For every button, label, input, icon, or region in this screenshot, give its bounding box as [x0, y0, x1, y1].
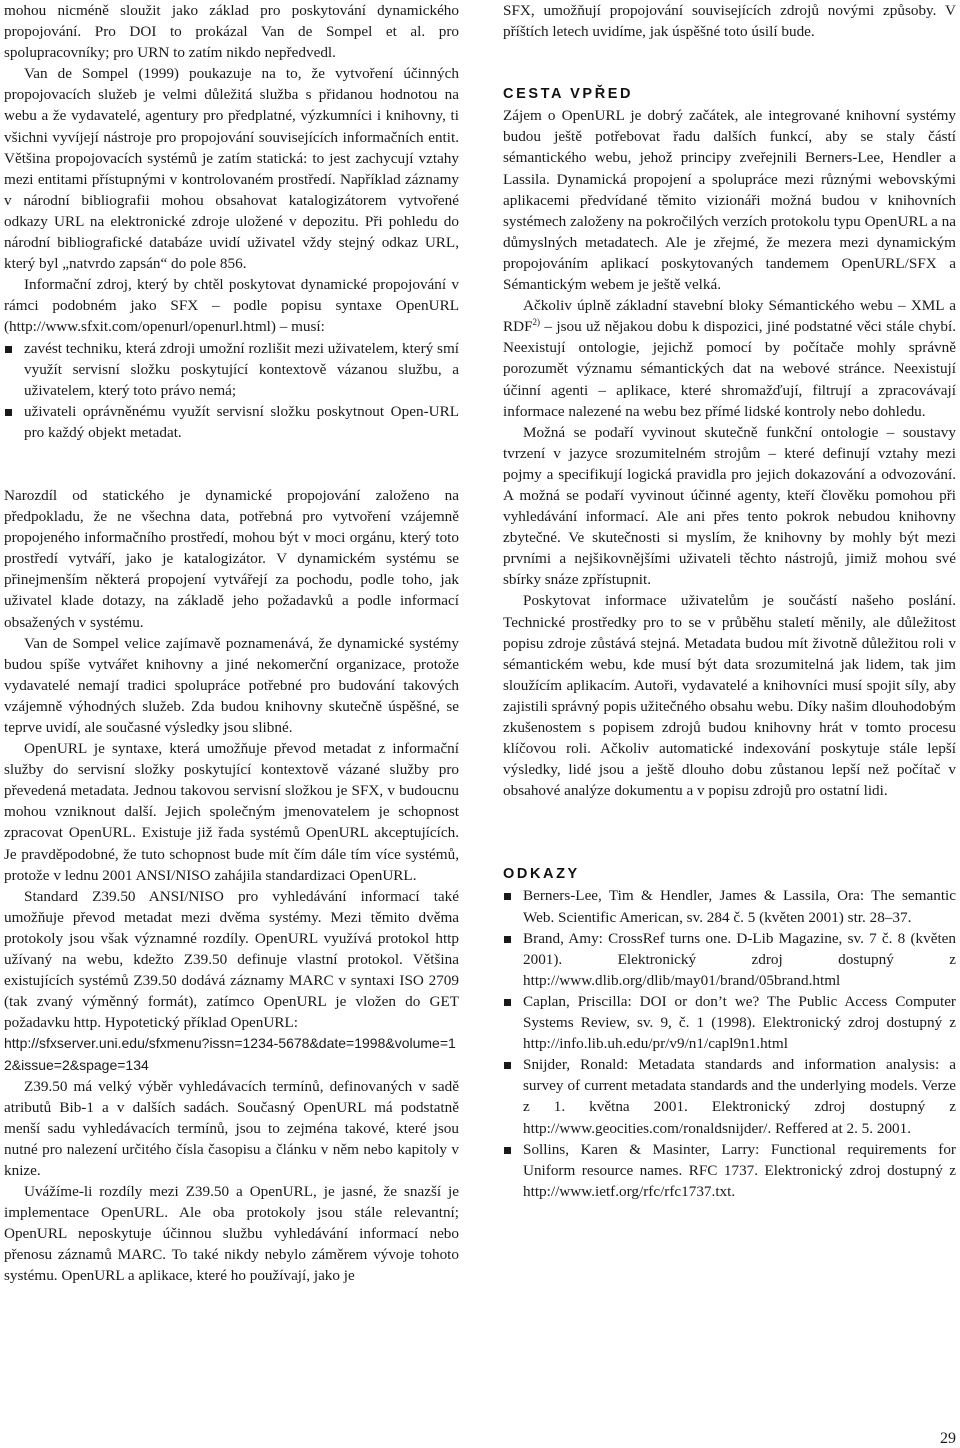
paragraph-text: Ačkoliv úplně základní stavební bloky Sémantického webu – XML a RDF [503, 297, 956, 336]
section-heading: ODKAZY [503, 866, 580, 883]
reference-item: Sollins, Karen & Masinter, Larry: Functional requirements for Uniform resource names. RFC 1737. Elektronický zdroj dostupný z http://www.ietf.org/rfc/rfc1737.txt. [503, 1139, 956, 1202]
paragraph: OpenURL je syntaxe, která umožňuje převod metadat z informační služby do servisní složky poskytující kontextově vázané služby pro převedená metadata. Jednou takovou servisní složkou je SFX, v budoucnu mohou vzniknout další. Jejich společným jmenovatelem je schopnost zpracovat OpenURL. Existuje již řada systémů OpenURL akceptujících. Je pravděpodobné, že tuto schopnost bude mít čím dále tím více systémů, protože v lednu 2001 ANSI/NISO zahájila standardizaci OpenURL. [4, 740, 459, 884]
paragraph: Informační zdroj, který by chtěl poskytovat dynamické propojování v rámci podobném jako SFX – podle popisu syntaxe OpenURL (http://www.sfxit.com/openurl/openurl.html) – musí: [4, 276, 459, 336]
paragraph: Standard Z39.50 ANSI/NISO pro vyhledávání informací také umožňuje převod metadat mezi dvěma systémy. Mezi těmito dvěma protokoly jsou však významné rozdíly. OpenURL využívá protokol http užívaný na webu, kdežto Z39.50 definuje vlastní protokol. Většina existujících systémů Z39.50 dodává záznamy MARC v syntaxi ISO 2709 (tak zvaný výměnný formát), zatímco OpenURL je vložen do GET požadavku http. Hypotetický příklad OpenURL: [4, 887, 459, 1032]
reference-item: Berners-Lee, Tim & Hendler, James & Lassila, Ora: The semantic Web. Scientific American, sv. 284 č. 5 (květen 2001) str. 28–37. [503, 885, 956, 927]
page-number: 29 [940, 1430, 956, 1447]
list-item: uživateli oprávněnému využít servisní složku poskytnout Open-URL pro každý objekt metadat. [4, 401, 459, 443]
references-list [503, 885, 956, 1201]
paragraph: Van de Sompel velice zajímavě poznamenává, že dynamické systémy budou spíše vytvářet knihovny a jiné nekomerční organizace, protože vydavatelé nemají tradici spolupráce potřebné pro budování takových vzájemně výhodných služeb. Zda budou knihovny skutečně úspěšné, se teprve uvidí, ale současné výsledky jsou slibné. [4, 634, 459, 736]
paragraph: Van de Sompel (1999) poukazuje na to, že vytvoření účinných propojovacích služeb je velmi důležitá služba s přidanou hodnotou na webu a že vydavatelé, agentury pro předplatné, výzkumníci i knihovny, ti všichni vyvíjejí nástroje pro propojování souvisejících informačních entit. Většina propojovacích systémů je zatím statická: to jest zachycují vztahy mezi entitami přístupnými v kontrolovaném prostředí. Například záznamy v národní bibliografii mohou obsahovat katalogizátorem vytvořené odkazy URL na elektronické zdroje uložené v depozitu. Při pohledu do národní bibliografické databáze uvidí uživatel vždy stejný odkaz URL, který byl „natvrdo zapsán“ do pole 856. [4, 65, 459, 273]
example-url: http://sfxserver.uni.edu/sfxmenu?issn=1234-5678&date=1998&volume=12&issue=2&spage=134 [4, 1035, 456, 1073]
paragraph: Z39.50 má velký výběr vyhledávacích termínů, definovaných v sadě atributů Bib-1 a v dalších sadách. Současný OpenURL má podstatně menší sadu vyhledávacích termínů, jsou to zejména takové, které jsou nutné pro nalezení určitého čísla časopisu a článku v něm nebo kapitoly v knize. [4, 1077, 459, 1179]
paragraph: Narozdíl od statického je dynamické propojování založeno na předpokladu, že ne všechna data, potřebná pro vytvoření vzájemně propojeného informačního prostředí, mohou být v moci orgánu, který toto prostředí vytváří, jako je katalogizátor. V dynamickém systému se přinejmenším některá propojení vytvářejí za pochodu, podle toho, jak uživatel klade dotazy, na základě jeho požadavků a podle informací obsažených v systému. [4, 486, 459, 631]
paragraph: Možná se podaří vyvinout skutečně funkční ontologie – soustavy tvrzení v jazyce srozumitelném strojům – které definují vztahy mezi pojmy a specifikují logická pravidla pro jejich dokazování a odvozování. A možná se podaří vyvinout účinné agenty, kteří člověku pomohou při vyhledávání informací. Ale ani přes tento pokrok nebudou knihovny zbytečné. Ve skutečnosti si myslím, že knihovny by mohly být mezi prvními a nejšikovnějšími uživateli těchto nástrojů, jimiž mohou své sbírky snáze zpřístupnit. [503, 423, 956, 589]
reference-item: Snijder, Ronald: Metadata standards and information analysis: a survey of current metadata standards and the underlying models. Verze z 1. května 2001. Elektronický zdroj dostupný z http://www.geocities.com/ronaldsnijder/. Reffered at 2. 5. 2001. [503, 1054, 956, 1138]
right-column [503, 0, 956, 1202]
left-column [4, 0, 459, 1287]
section-heading: CESTA VPŘED [503, 86, 634, 103]
paragraph: Poskytovat informace uživatelům je součástí našeho poslání. Technické prostředky pro to se v průběhu staletí měnily, ale důležitost popisu zdroje zůstává stejná. Metadata budou mít životně důležitou roli v sémantickém webu, kde musí být data srozumitelná jak lidem, tak jim sloužícím aplikacím. Autoři, vydavatelé a knihovníci musí spojit síly, aby zajistili správný popis užitečného obsahu webu. Díky našim dlouhodobým zkušenostem s popisem zdrojů budou knihovny hrát v tomto procesu klíčovou roli. Ačkoliv automatické indexování poskytuje stále lepší výsledky, lidé jsou a ještě dlouho dobu zůstanou lepší než počítač v obsahové analýze dokumentu a v popisu zdrojů pro ostatní lidi. [503, 592, 956, 800]
paragraph: Uvážíme-li rozdíly mezi Z39.50 a OpenURL, je jasné, že snazší je implementace OpenURL. Ale oba protokoly jsou stále relevantní; OpenURL neposkytuje účinnou službu vyhledávání informací nebo přenosu záznamů MARC. To také nikdy nebylo záměrem vývoje tohoto systému. OpenURL a aplikace, které ho používají, jako je [4, 1183, 459, 1285]
paragraph: SFX, umožňují propojování souvisejících zdrojů novými způsoby. V příštích letech uvidíme, jak úspěšné toto úsilí bude. [503, 2, 956, 41]
reference-item: Brand, Amy: CrossRef turns one. D-Lib Magazine, sv. 7 č. 8 (květen 2001). Elektronický zdroj dostupný z http://www.dlib.org/dlib/may01/brand/05brand.html [503, 928, 956, 991]
paragraph [503, 295, 956, 422]
paragraph: mohou nicméně sloužit jako základ pro poskytování dynamického propojování. Pro DOI to prokázal Van de Sompel et al. pro spolupracovníky; pro URN to zatím nikdo nepředvedl. [4, 2, 459, 62]
paragraph: Zájem o OpenURL je dobrý začátek, ale integrované knihovní systémy budou ještě potřebovat řadu dalších funkcí, aby se staly částí sémantického webu, jehož principy zveřejnili Berners-Lee, Hendler a Lassila. Dynamická propojení a spolupráce mezi různými webovskými aplikacemi předvídané těmito vizionáři možná budou v knihovních systémech založeny na pokročilých verzích protokolu typu OpenURL a na důmyslných metadatech. Ale je zřejmé, že mezera mezi dynamickým propojováním aplikací poskytovaných tandemem OpenURL/SFX a Sémantickým webem je ještě velká. [503, 107, 956, 294]
requirements-list [4, 338, 459, 443]
paragraph-text: – jsou už nějakou dobu k dispozici, jiné podstatné věci stále chybí. Neexistují ontologie, jejichž pomocí by počítače mohly správně porozumět významu sémantických dat na webové stránce. Neexistují účinní agenti – aplikace, které shromažďují, filtrují a zpracovávají informace nalezené na webu bez přímé lidské kontroly nebo dohledu. [503, 318, 956, 420]
list-item: zavést techniku, která zdroji umožní rozlišit mezi uživatelem, který smí využít servisní složku poskytující kontextově vázanou službu, a uživatelem, který toto právo nemá; [4, 338, 459, 401]
footnote-mark: 2) [532, 317, 541, 328]
reference-item: Caplan, Priscilla: DOI or don’t we? The Public Access Computer Systems Review, sv. 9, č. 1 (1998). Elektronický zdroj dostupný z http://info.lib.uh.edu/pr/v9/n1/capl9n1.html [503, 991, 956, 1054]
